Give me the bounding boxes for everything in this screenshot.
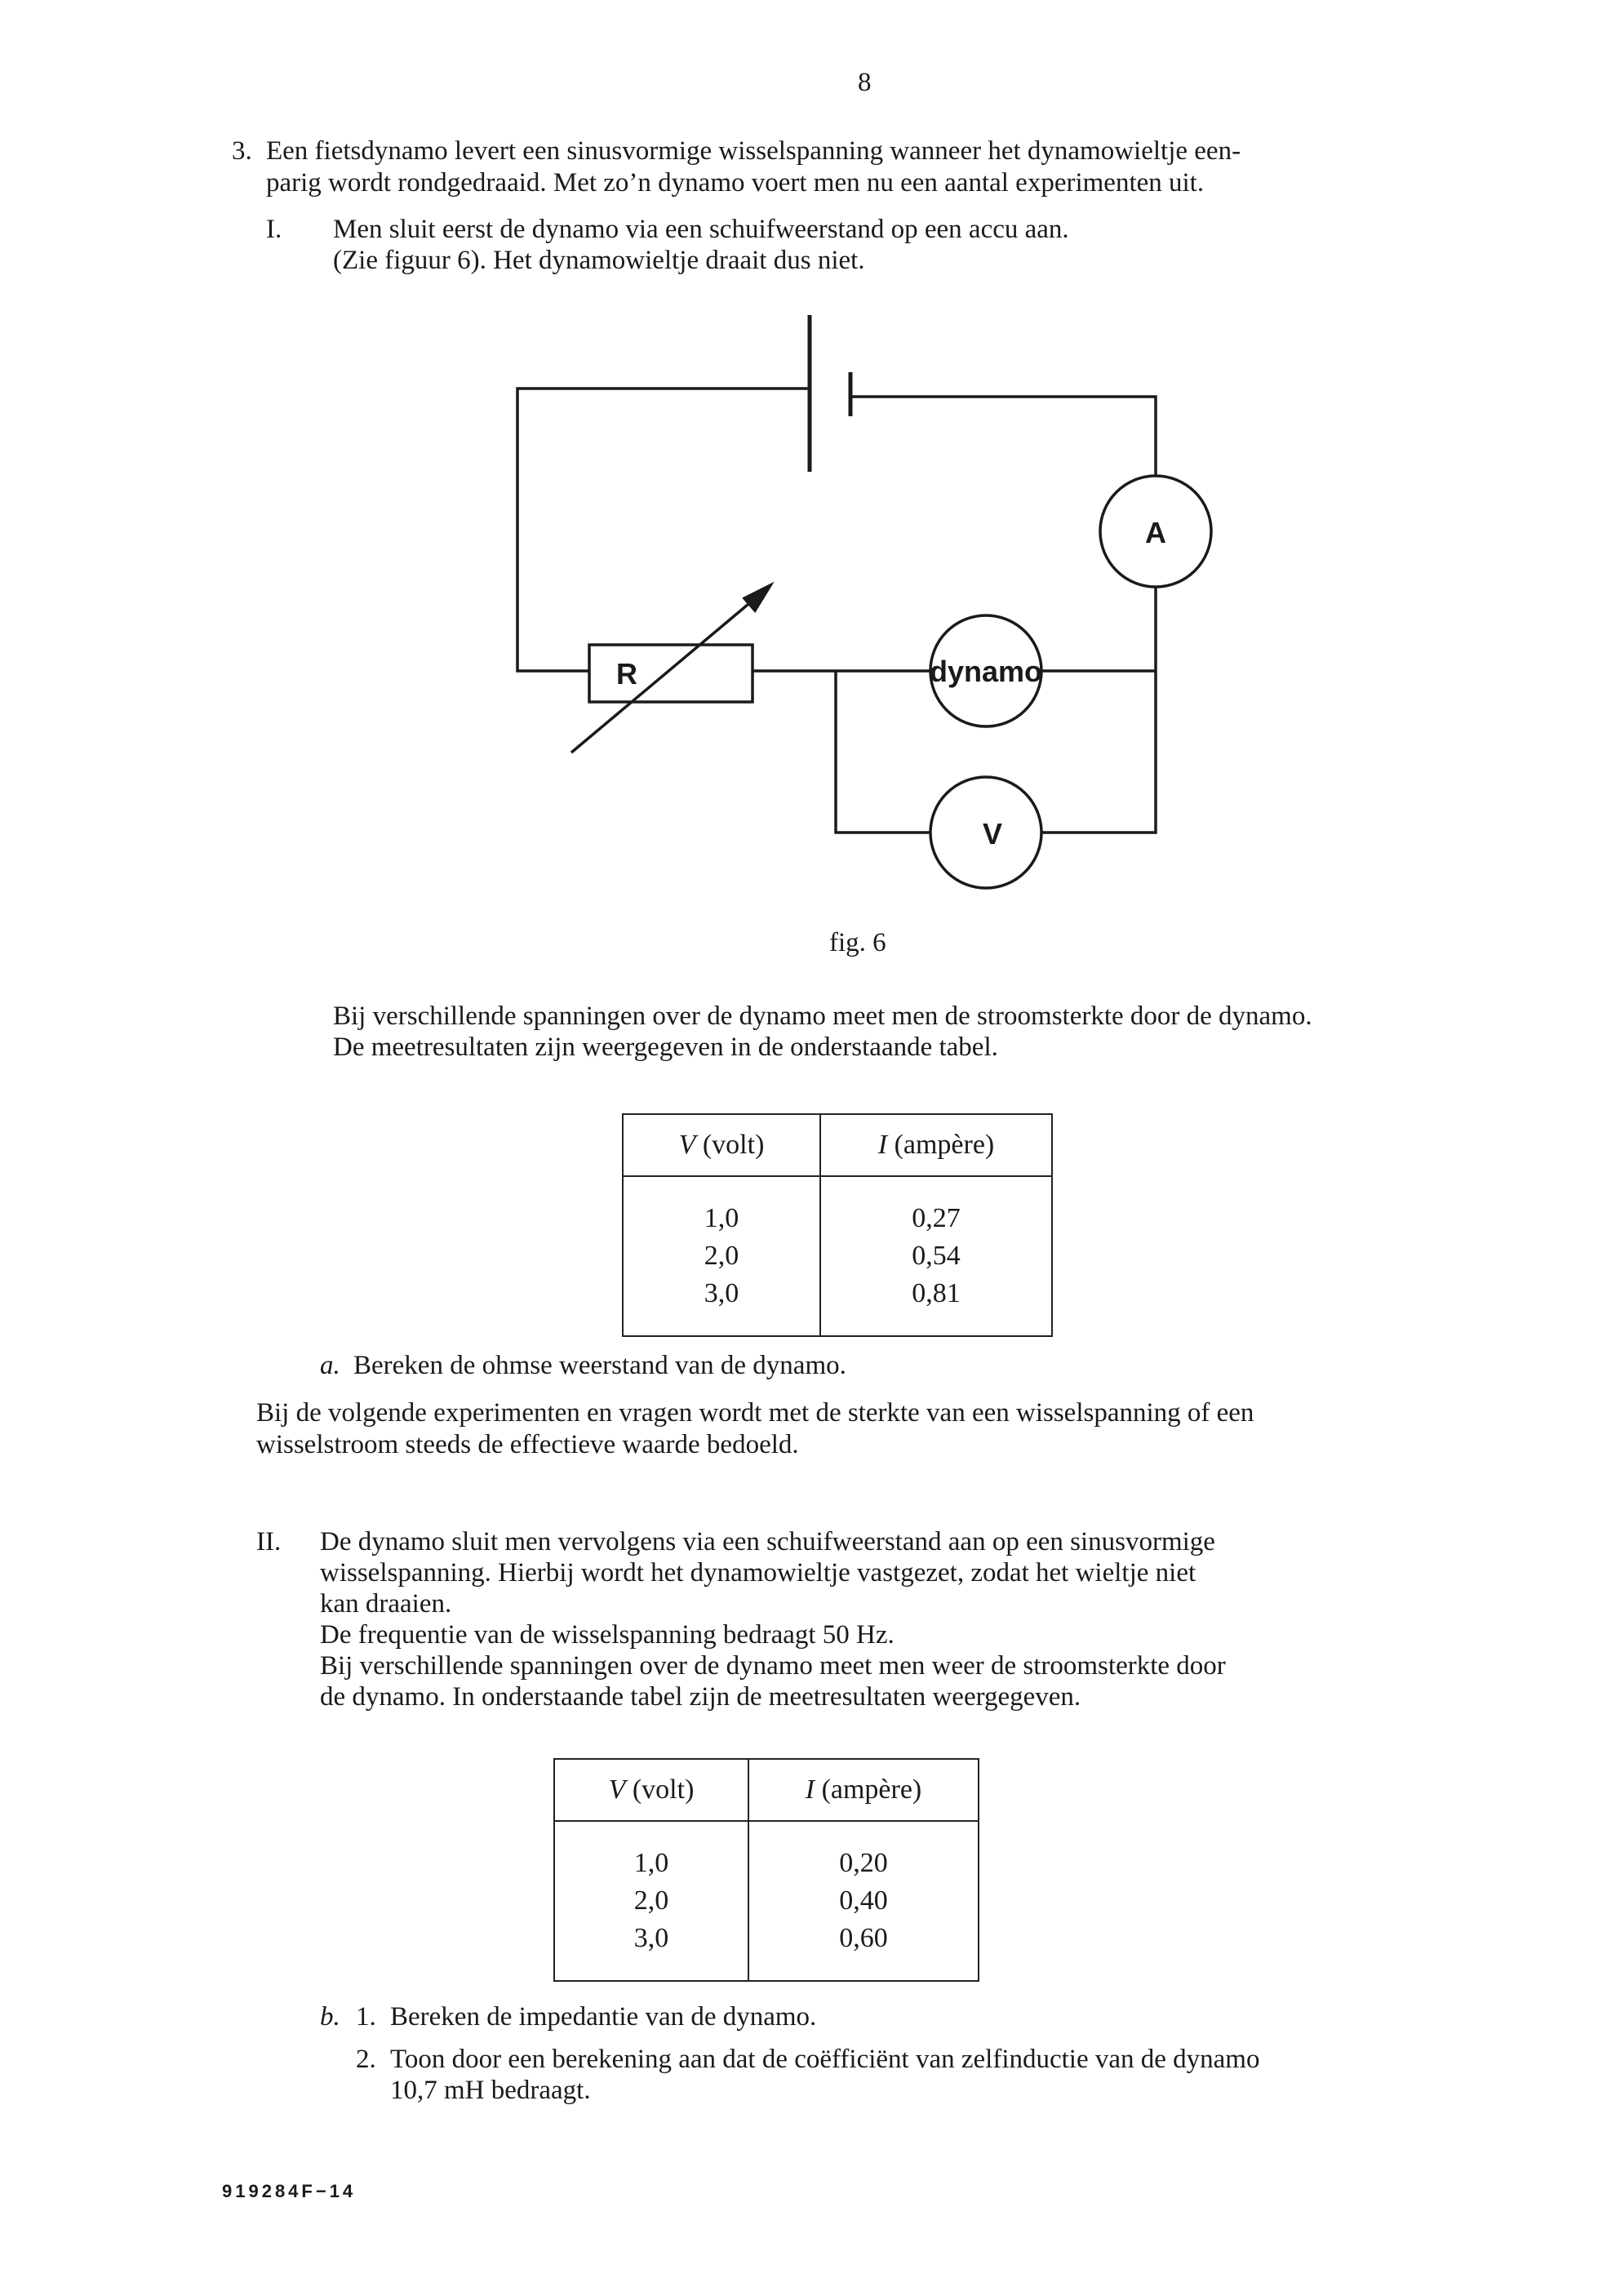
after-fig-line-1: Bij verschillende spanningen over de dynamo meet men de stroomsterkte door de dynamo. <box>333 1001 1312 1031</box>
table-1-header <box>623 1114 1052 1176</box>
after-fig-line-2: De meetresultaten zijn weergegeven in de onderstaande tabel. <box>333 1033 998 1062</box>
part-1-line-2: (Zie figuur 6). Het dynamowieltje draait dus niet. <box>333 246 865 275</box>
question-b-item-1-num: 1. <box>356 2002 376 2032</box>
part-1-numeral: I. <box>266 215 282 244</box>
figure-caption: fig. 6 <box>829 928 886 957</box>
circuit-diagram <box>0 0 1616 979</box>
question-number: 3. <box>232 136 252 166</box>
intro-line-2: parig wordt rondgedraaid. Met zo’n dynamo voert men nu een aantal experimenten uit. <box>266 168 1205 198</box>
note-line-1: Bij de volgende experimenten en vragen wordt met de sterkte van een wisselspanning of een <box>256 1398 1254 1428</box>
ammeter-label: A <box>1145 516 1166 549</box>
footer-code: 919284F−14 <box>222 2181 357 2201</box>
resistor-box <box>589 645 753 702</box>
table-2-header-v: V (volt) <box>554 1759 748 1821</box>
table-1-cell: 0,81 <box>820 1275 1052 1336</box>
table-1 <box>622 1113 1053 1337</box>
table-1-cell: 3,0 <box>623 1275 820 1336</box>
table-1-cell: 0,27 <box>820 1176 1052 1237</box>
question-b-item-2-line-2: 10,7 mH bedraagt. <box>390 2076 591 2105</box>
question-b-item-1-text: Bereken de impedantie van de dynamo. <box>390 2002 817 2032</box>
dynamo-label: dynamo <box>929 655 1043 688</box>
wire-top-right <box>850 397 1156 476</box>
question-b-item-2-num: 2. <box>356 2045 376 2074</box>
table-2-cell: 0,60 <box>748 1920 979 1981</box>
wire-left-loop <box>517 389 810 671</box>
intro-line-1: Een fietsdynamo levert een sinusvormige wisselspanning wanneer het dynamowieltje een- <box>266 136 1241 166</box>
table-2-cell: 0,20 <box>748 1821 979 1882</box>
table-1-cell: 1,0 <box>623 1176 820 1237</box>
arrow-head <box>744 585 770 611</box>
table-row <box>623 1176 1052 1237</box>
table-2-cell: 3,0 <box>554 1920 748 1981</box>
part-2-line-5: Bij verschillende spanningen over de dynamo meet men weer de stroomsterkte door <box>320 1651 1226 1681</box>
part-2-line-1: De dynamo sluit men vervolgens via een schuifweerstand aan op een sinusvormige <box>320 1527 1215 1557</box>
question-b-label: b. <box>320 2002 340 2032</box>
part-2-numeral: II. <box>256 1527 282 1557</box>
part-2-line-2: wisselspanning. Hierbij wordt het dynamowieltje vastgezet, zodat het wieltje niet <box>320 1558 1196 1588</box>
table-row <box>623 1237 1052 1275</box>
variable-resistor-arrow <box>571 592 763 753</box>
table-row <box>554 1920 979 1981</box>
table-1-cell: 2,0 <box>623 1237 820 1275</box>
table-2-cell: 1,0 <box>554 1821 748 1882</box>
table-row <box>623 1275 1052 1336</box>
table-2-header-i: I (ampère) <box>748 1759 979 1821</box>
note-line-2: wisselstroom steeds de effectieve waarde bedoeld. <box>256 1430 799 1459</box>
page-number: 8 <box>858 68 872 97</box>
resistor-label: R <box>616 657 637 691</box>
table-row <box>554 1821 979 1882</box>
question-a-label: a. <box>320 1351 340 1380</box>
table-1-cell: 0,54 <box>820 1237 1052 1275</box>
table-2-cell: 2,0 <box>554 1882 748 1920</box>
table-2 <box>553 1758 979 1982</box>
question-b-item-2-line-1: Toon door een berekening aan dat de coëfficiënt van zelfinductie van de dynamo <box>390 2045 1260 2074</box>
wire-voltmeter-right <box>1041 671 1156 833</box>
table-1-header-i: I (ampère) <box>820 1114 1052 1176</box>
part-1-line-1: Men sluit eerst de dynamo via een schuifweerstand op een accu aan. <box>333 215 1069 244</box>
wire-voltmeter-left <box>836 671 930 833</box>
table-2-header <box>554 1759 979 1821</box>
part-2-line-3: kan draaien. <box>320 1589 452 1619</box>
voltmeter-label: V <box>982 817 1003 850</box>
question-a-text: Bereken de ohmse weerstand van de dynamo. <box>353 1351 846 1380</box>
table-2-cell: 0,40 <box>748 1882 979 1920</box>
part-2-line-4: De frequentie van de wisselspanning bedraagt 50 Hz. <box>320 1620 895 1650</box>
table-row <box>554 1882 979 1920</box>
part-2-line-6: de dynamo. In onderstaande tabel zijn de meetresultaten weergegeven. <box>320 1682 1081 1712</box>
table-1-header-v: V (volt) <box>623 1114 820 1176</box>
